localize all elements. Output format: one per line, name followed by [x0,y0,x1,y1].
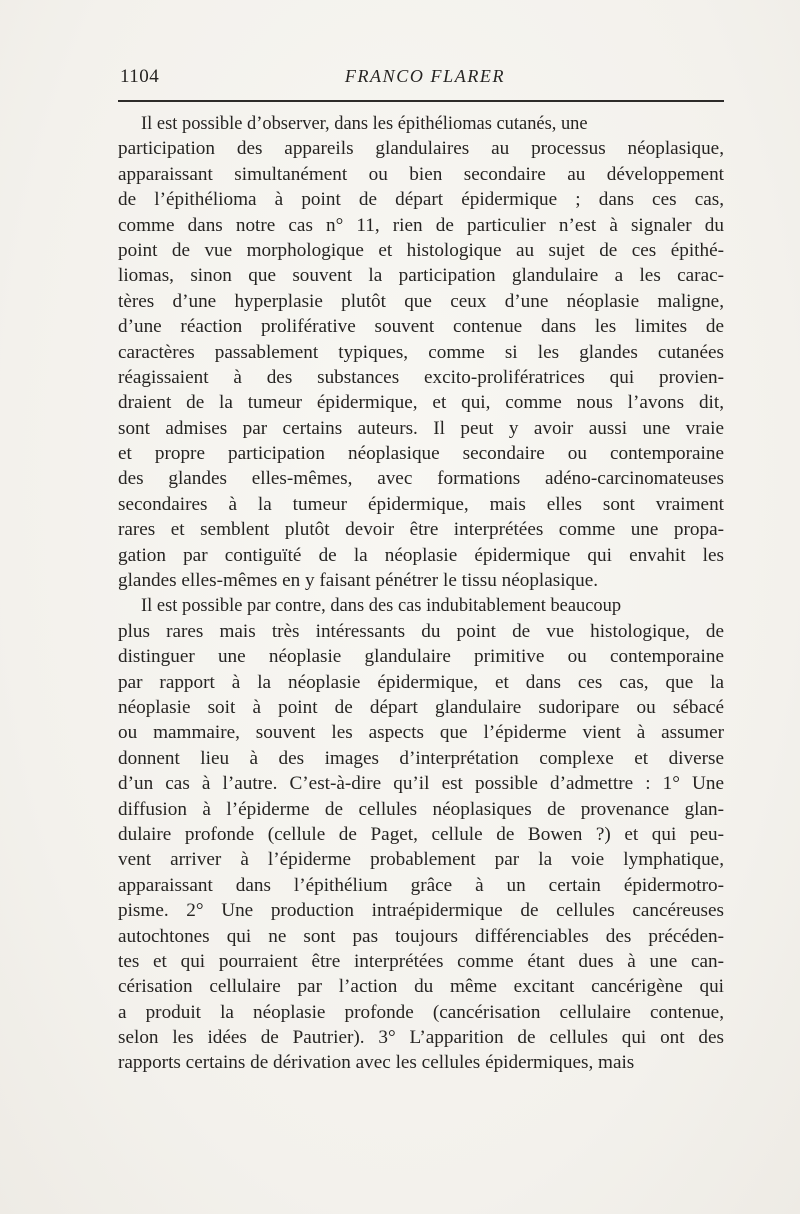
text-line: glandes elles-mêmes en y faisant pénétrer le tissu néoplasique. [118,570,599,592]
header-rule [118,100,724,102]
text-line: Il est possible d’observer, dans les épithéliomas cutanés, une [141,113,588,134]
text-line: gation par contiguïté de la néoplasie épidermique qui envahit les [118,544,724,566]
text-line: ou mammaire, souvent les aspects que l’épiderme vient à assumer [118,722,724,744]
text-line: d’un cas à l’autre. C’est-à-dire qu’il est possible d’admettre : 1° Une [118,773,724,795]
text-line: liomas, sinon que souvent la participation glandulaire a les carac- [118,265,724,287]
text-line: tes et qui pourraient être interprétées comme étant dues à une can- [118,950,724,972]
text-line: cérisation cellulaire par l’action du même excitant cancérigène qui [118,976,724,998]
text-line: de l’épithélioma à point de départ épidermique ; dans ces cas, [118,189,724,211]
text-line: dulaire profonde (cellule de Paget, cellule de Bowen ?) et qui peu- [118,823,724,845]
text-line: selon les idées de Pautrier). 3° L’apparition de cellules qui ont des [118,1027,724,1049]
text-line: Il est possible par contre, dans des cas indubitablement beaucoup [141,595,622,617]
text-line: draient de la tumeur épidermique, et qui, comme nous l’avons dit, [118,392,724,414]
running-head: FRANCO FLARER [344,66,506,86]
body-text [118,111,728,1076]
text-line: tères d’une hyperplasie plutôt que ceux d’une néoplasie maligne, [118,290,724,312]
text-line: sont admises par certains auteurs. Il peut y avoir aussi une vraie [118,417,724,439]
text-line: par rapport à la néoplasie épidermique, et dans ces cas, que la [118,671,724,693]
text-line: point de vue morphologique et histologique au sujet de ces épithé- [118,239,724,261]
text-line: plus rares mais très intéressants du point de vue histologique, de [118,620,724,642]
text-line: apparaissant simultanément ou bien secondaire au développement [118,163,724,185]
text-line: d’une réaction proliférative souvent contenue dans les limites de [118,316,724,338]
text-line: apparaissant dans l’épithélium grâce à un certain épidermotro- [118,874,724,896]
text-line: comme dans notre cas n° 11, rien de particulier n’est à signaler du [118,214,724,236]
text-line: diffusion à l’épiderme de cellules néoplasiques de provenance glan- [118,798,724,820]
text-line: et propre participation néoplasique secondaire ou contemporaine [118,443,724,465]
paragraph [118,593,728,1075]
text-line: rares et semblent plutôt devoir être interprétées comme une propa- [118,519,724,541]
text-line: pisme. 2° Une production intraépidermique de cellules cancéreuses [118,900,724,922]
text-line: rapports certains de dérivation avec les cellules épidermiques, mais [118,1052,635,1074]
text-line: autochtones qui ne sont pas toujours différenciables des précéden- [118,925,724,947]
text-line: donnent lieu à des images d’interprétation complexe et diverse [118,747,724,769]
text-line: caractères passablement typiques, comme si les glandes cutanées [118,341,724,363]
text-line: secondaires à la tumeur épidermique, mais elles sont vraiment [118,493,724,515]
text-line: néoplasie soit à point de départ glandulaire sudoripare ou sébacé [118,696,724,718]
page-header [118,66,724,96]
paragraph [118,111,728,593]
page-number: 1104 [120,66,160,87]
text-line: distinguer une néoplasie glandulaire primitive ou contemporaine [118,646,724,668]
text-line: participation des appareils glandulaires au processus néoplasique, [118,138,724,160]
text-line: vent arriver à l’épiderme probablement par la voie lymphatique, [118,849,724,871]
text-line: des glandes elles-mêmes, avec formations adéno-carcinomateuses [118,468,724,490]
text-line: réagissaient à des substances excito-prolifératrices qui provien- [118,366,724,388]
text-line: a produit la néoplasie profonde (cancérisation cellulaire contenue, [118,1001,724,1023]
